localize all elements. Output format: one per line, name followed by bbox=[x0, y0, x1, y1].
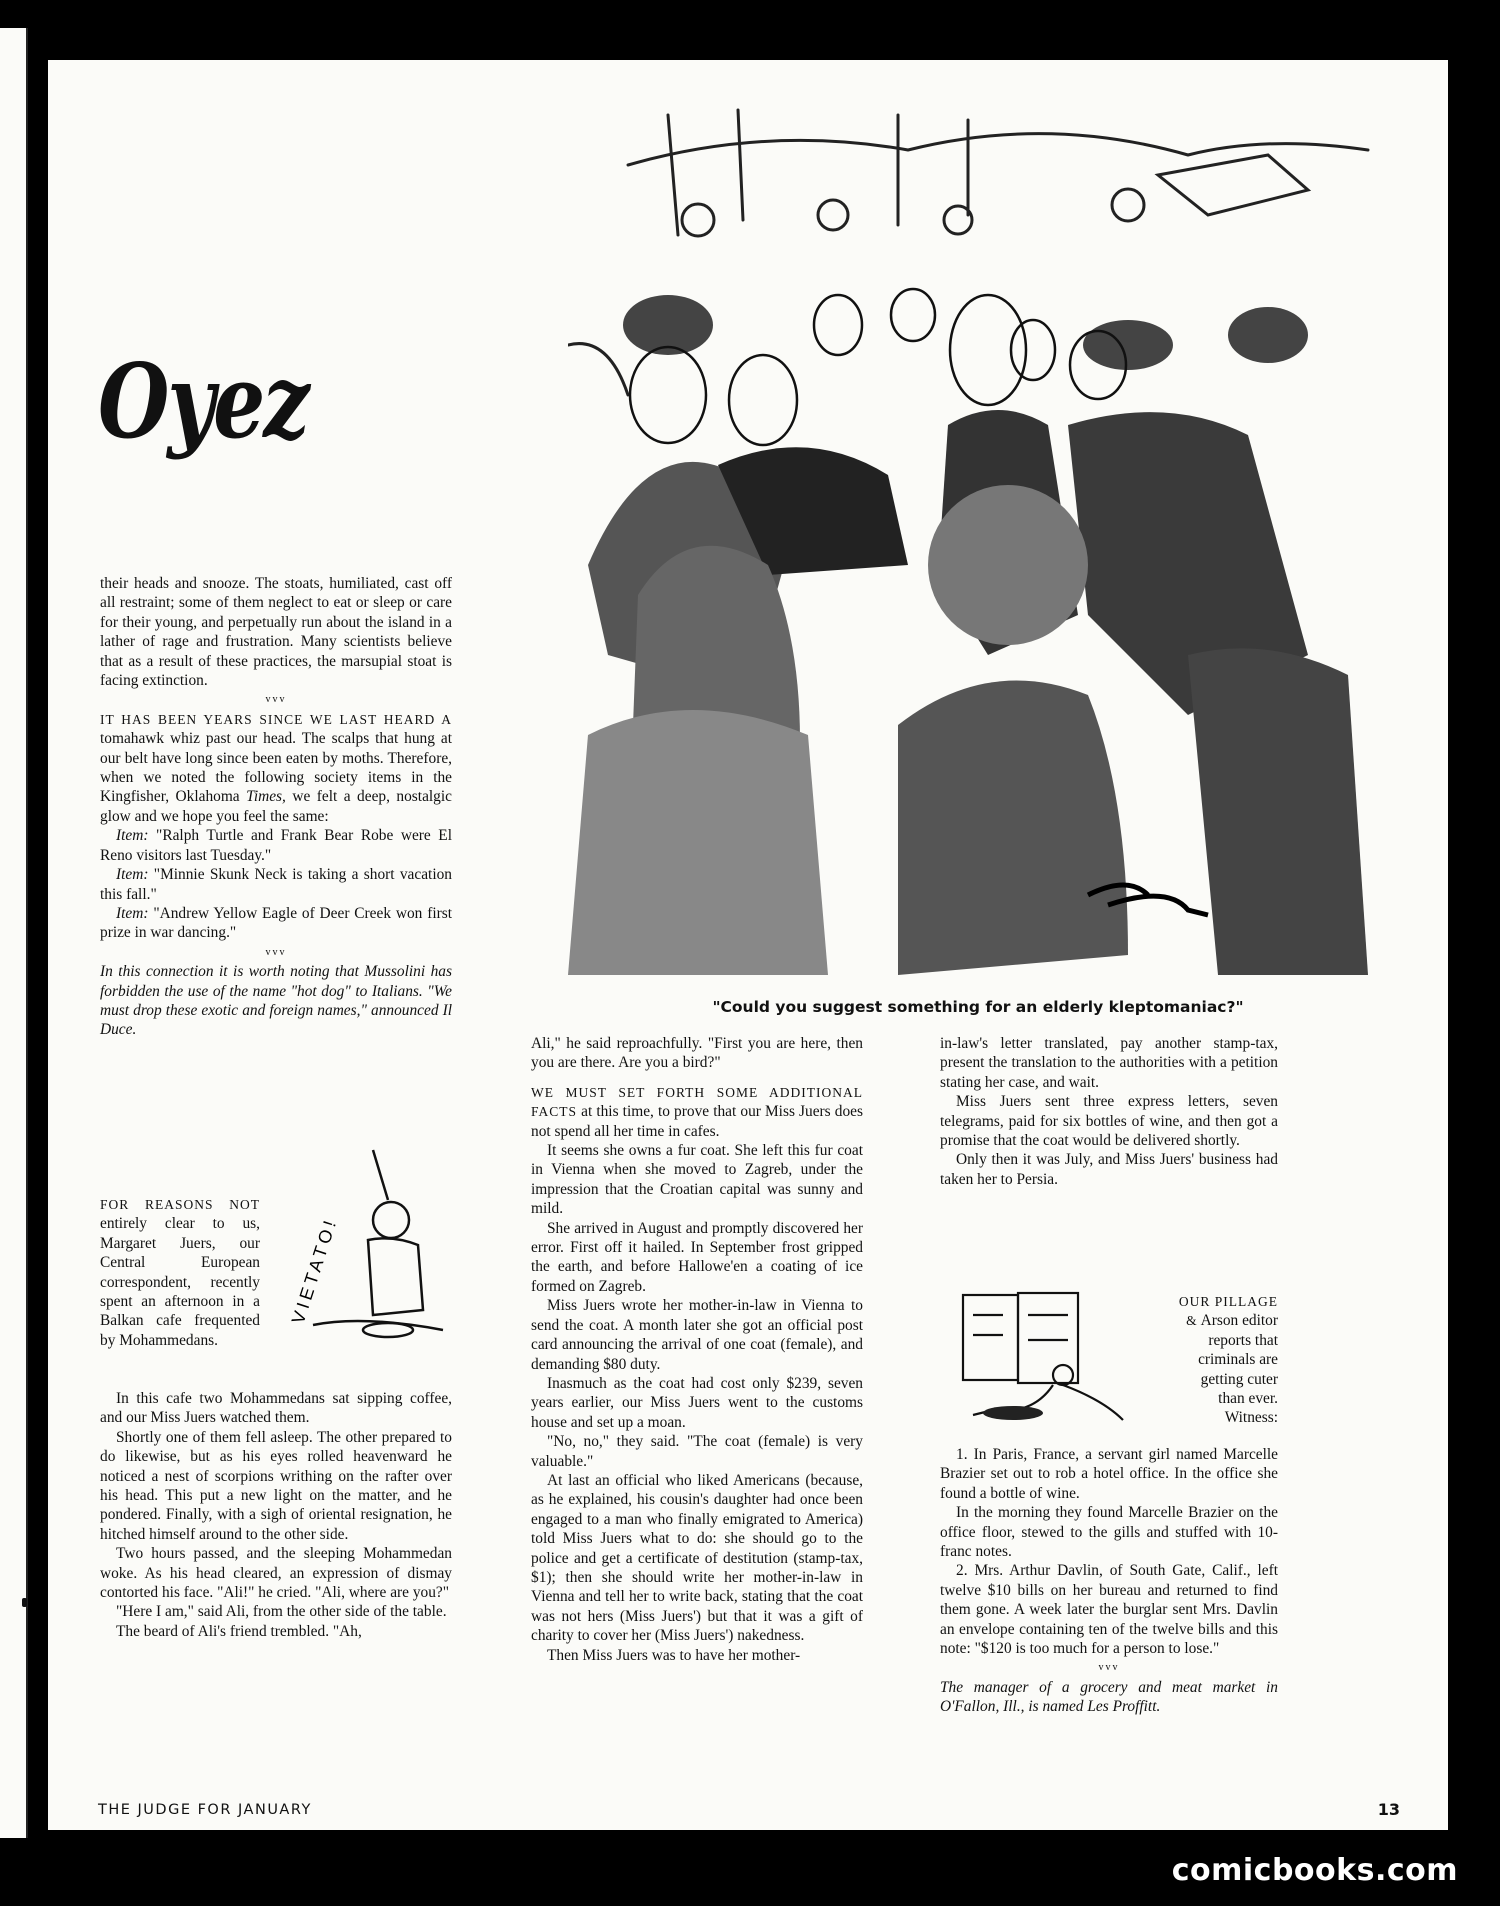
text-run: at this time, to prove that our Miss Juers does not spend all her time in cafes. bbox=[531, 1103, 863, 1140]
run-in-head: FOR REASONS NOT bbox=[100, 1197, 260, 1212]
news-item bbox=[100, 826, 452, 865]
paragraph bbox=[531, 1083, 863, 1141]
paragraph: Miss Juers wrote her mother-in-law in Vienna to send the coat. A month later she got an official post card announcing the arrival of one coat (female), and demanding $80 duty. bbox=[531, 1297, 863, 1373]
paragraph: In the morning they found Marcelle Brazier on the office floor, stewed to the gills and stuffed with 10-franc notes. bbox=[940, 1504, 1278, 1561]
cartoon-illustration bbox=[568, 95, 1388, 995]
middle-column bbox=[531, 1034, 863, 1665]
paragraph: "Here I am," said Ali, from the other side of the table. bbox=[116, 1603, 447, 1621]
paragraph: Inasmuch as the coat had cost only $239, seven years earlier, our Miss Juers went to the customs house and set up a moan. bbox=[531, 1374, 863, 1431]
right-column-lower bbox=[940, 1445, 1278, 1717]
item-label: Item: bbox=[116, 827, 149, 845]
magazine-page bbox=[48, 60, 1448, 1830]
spot-lettering: VIETATO! bbox=[287, 1214, 342, 1327]
paragraph: At last an official who liked Americans (because, as he explained, his cousin's daughter had once been engaged to a man who finally emigrated to America) told Miss Juers what to do: she should go to the police and get a certificate of destitution (stamp-tax, $1); then she should write her mother-in-law in Vienna and tell her to write back, stating that the coat was not hers (Miss Juers') but that it was a gift of charity to cover her (Miss Juers') nakedness. bbox=[531, 1471, 863, 1645]
text-run: we felt a deep, nostalgic glow and we hope you feel the same: bbox=[100, 788, 452, 825]
paragraph: "No, no," they said. "The coat (female) is very valuable." bbox=[531, 1433, 863, 1470]
paragraph: their heads and snooze. The stoats, humiliated, cast off all restraint; some of them neglect to eat or sleep or care for their young, and perpetually run about the island in a lather of rage and frustration. Many scientists believe that as a result of these practices, the marsupial stoat is facing extinction. bbox=[100, 575, 452, 690]
paragraph: In this cafe two Mohammedans sat sipping coffee, and our Miss Juers watched them. bbox=[100, 1390, 452, 1427]
paragraph: It seems she owns a fur coat. She left this fur coat in Vienna when she moved to Zagreb, under the impression that the Croatian capital was sunny and mild. bbox=[531, 1142, 863, 1218]
vietato-spot-illustration bbox=[273, 1140, 453, 1360]
news-item bbox=[100, 904, 452, 943]
cartoon-caption: "Could you suggest something for an elderly kleptomaniac?" bbox=[712, 998, 1244, 1016]
left-column-lower bbox=[100, 1389, 452, 1641]
run-in-head: WE MUST SET FORTH SOME ADDITIONAL FACTS bbox=[531, 1084, 863, 1120]
previous-page-edge bbox=[0, 28, 28, 1838]
text-run: Times, bbox=[246, 788, 286, 806]
run-in-head: OUR PILLAGE & bbox=[1178, 1294, 1278, 1329]
paragraph: 1. In Paris, France, a servant girl named Marcelle Brazier set out to rob a hotel office. In the office she found a bottle of wine. bbox=[940, 1446, 1278, 1502]
paragraph: in-law's letter translated, pay another stamp-tax, present the translation to the authorities with a petition stating her case, and wait. bbox=[940, 1035, 1278, 1091]
right-column bbox=[940, 1034, 1278, 1189]
left-column bbox=[100, 574, 452, 1040]
watermark: comicbooks.com bbox=[1171, 1853, 1458, 1888]
paragraph: Then Miss Juers was to have her mother- bbox=[547, 1646, 801, 1664]
paragraph: Two hours passed, and the sleeping Mohammedan woke. As his head cleared, an expression of dismay contorted his face. "Ali!" he cried. "Ali, where are you?" bbox=[100, 1545, 452, 1602]
paragraph: She arrived in August and promptly discovered her error. First off it hailed. In September frost gripped the earth, and before Hallowe'en a coating of ice formed on Zagreb. bbox=[531, 1219, 863, 1295]
item-label: Item: bbox=[116, 904, 149, 922]
page-title: Oyez bbox=[98, 342, 308, 462]
item-label: Item: bbox=[116, 866, 149, 884]
text-run: "Andrew Yellow Eagle of Deer Creek won first prize in war dancing." bbox=[100, 904, 452, 942]
left-column-wrap bbox=[100, 1195, 260, 1350]
text-run: "Minnie Skunk Neck is taking a short vacation this fall." bbox=[100, 866, 452, 903]
text-run: tomahawk whiz past our head. The scalps that hung at our belt have long since been eaten by moths. Therefore, when we noted the following society items in the Kingfisher, Oklahoma bbox=[100, 730, 452, 806]
ornament: vvv bbox=[265, 694, 287, 706]
paragraph: The manager of a grocery and meat market in O'Fallon, Ill., is named Les Proffitt. bbox=[940, 1678, 1278, 1716]
text-run: Arson editor reports that criminals are getting cuter than ever. Witness: bbox=[1198, 1312, 1278, 1427]
paragraph bbox=[100, 1195, 260, 1350]
page-number: 13 bbox=[1377, 1800, 1400, 1819]
bleed-mark bbox=[22, 1598, 27, 1607]
ornament: vvv bbox=[1098, 1662, 1120, 1674]
burglar-spot-illustration bbox=[953, 1285, 1213, 1430]
run-in-head: IT HAS BEEN YEARS SINCE WE LAST HEARD A bbox=[100, 711, 452, 727]
paragraph: Miss Juers sent three express letters, seven telegrams, paid for six bottles of wine, and then got a promise that the coat would be delivered shortly. bbox=[940, 1093, 1278, 1150]
paragraph: Only then it was July, and Miss Juers' business had taken her to Persia. bbox=[940, 1151, 1278, 1188]
running-footer: THE JUDGE FOR JANUARY bbox=[98, 1802, 312, 1818]
paragraph bbox=[1178, 1292, 1278, 1428]
ornament: vvv bbox=[265, 946, 287, 958]
paragraph: Shortly one of them fell asleep. The other prepared to do likewise, but as his eyes rolled heavenward he noticed a nest of scorpions writhing on the rafter over his head. This put a new light on the matter, and he pondered. Finally, with a sigh of oriental resignation, he hitched himself around to the other side. bbox=[100, 1428, 452, 1543]
paragraph: In this connection it is worth noting that Mussolini has forbidden the use of the name "hot dog" to Italians. "We must drop these exotic and foreign names," announced Il Duce. bbox=[100, 963, 452, 1039]
news-item bbox=[100, 865, 452, 904]
paragraph bbox=[100, 710, 452, 826]
paragraph: The beard of Ali's friend trembled. "Ah, bbox=[116, 1622, 362, 1640]
right-column-wrap bbox=[1178, 1292, 1278, 1428]
text-run: entirely clear to us, Margaret Juers, our Central European correspondent, recently spent an afternoon in a Balkan cafe frequented by Mohammedans. bbox=[100, 1215, 260, 1349]
paragraph: 2. Mrs. Arthur Davlin, of South Gate, Calif., left twelve $10 bills on her bureau and returned to find them gone. A week later the burglar sent Mrs. Davlin an envelope containing ten of the twelve bills and this note: "$120 is too much for a person to lose." bbox=[940, 1562, 1278, 1658]
text-run: "Ralph Turtle and Frank Bear Robe were El Reno visitors last Tuesday." bbox=[100, 827, 452, 864]
paragraph: Ali," he said reproachfully. "First you are here, then you are there. Are you a bird?" bbox=[531, 1035, 863, 1072]
